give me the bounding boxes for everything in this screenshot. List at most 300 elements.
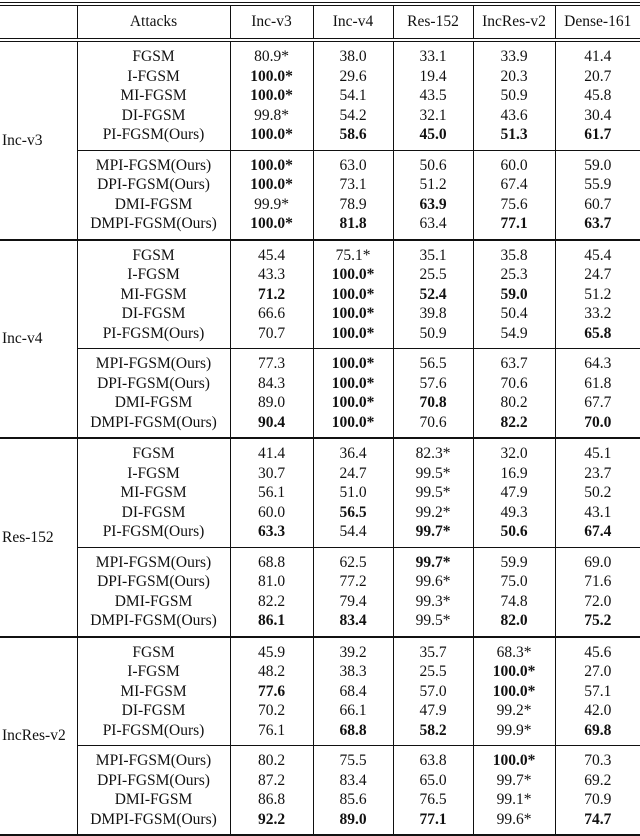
table-row: [0, 413, 640, 439]
table-row: [0, 637, 640, 663]
success-rate-cell: [230, 324, 313, 349]
success-rate-cell: [230, 701, 313, 721]
success-rate-value: 59.9: [500, 553, 528, 571]
success-rate-value: 56.5: [339, 503, 367, 521]
table-row: [0, 721, 640, 746]
success-rate-value: 32.0: [500, 445, 528, 462]
success-rate-cell: [313, 175, 393, 195]
success-rate-value: 45.4: [584, 246, 612, 264]
attack-name: PI-FGSM(Ours): [77, 721, 230, 746]
table-row: [0, 790, 640, 810]
success-rate-value: 29.6: [339, 67, 367, 85]
success-rate-value: 100.0*: [331, 305, 375, 322]
success-rate-value: 70.0: [584, 413, 612, 431]
success-rate-value: 63.7: [584, 215, 612, 232]
success-rate-value: 99.5*: [415, 612, 451, 629]
success-rate-value: 48.2: [257, 663, 286, 680]
success-rate-value: 77.1: [500, 215, 528, 232]
success-rate-cell: [555, 413, 640, 439]
success-rate-cell: [313, 40, 393, 67]
success-rate-value: 100.0*: [492, 752, 536, 769]
success-rate-cell: [555, 67, 640, 87]
success-rate-cell: [473, 67, 555, 87]
success-rate-cell: [473, 701, 555, 721]
success-rate-cell: [473, 438, 555, 464]
success-rate-cell: [313, 746, 393, 771]
success-rate-value: 70.2: [257, 702, 286, 719]
success-rate-value: 81.0: [257, 573, 286, 590]
success-rate-cell: [313, 150, 393, 175]
table-row: [0, 393, 640, 413]
success-rate-value: 60.0: [500, 156, 528, 174]
success-rate-value: 67.4: [584, 523, 612, 540]
success-rate-cell: [313, 572, 393, 592]
attack-name: DMI-FGSM: [77, 790, 230, 810]
success-rate-value: 68.8: [257, 553, 286, 571]
success-rate-cell: [230, 592, 313, 612]
success-rate-cell: [473, 349, 555, 374]
success-rate-cell: [230, 40, 313, 67]
success-rate-value: 41.4: [257, 445, 286, 462]
success-rate-cell: [393, 572, 473, 592]
success-rate-value: 54.9: [500, 324, 528, 342]
attack-name: DMI-FGSM: [77, 592, 230, 612]
success-rate-value: 20.3: [500, 67, 528, 85]
success-rate-cell: [313, 483, 393, 503]
success-rate-value: 43.3: [257, 266, 286, 283]
success-rate-value: 75.0: [500, 573, 528, 590]
success-rate-cell: [555, 592, 640, 612]
success-rate-value: 65.8: [584, 324, 612, 342]
success-rate-value: 58.6: [339, 126, 367, 143]
success-rate-cell: [555, 125, 640, 150]
success-rate-value: 33.2: [584, 305, 612, 322]
success-rate-value: 66.6: [257, 305, 286, 322]
attack-name: DMPI-FGSM(Ours): [77, 810, 230, 836]
success-rate-value: 41.4: [584, 48, 612, 65]
success-rate-value: 70.3: [584, 752, 612, 769]
success-rate-cell: [555, 611, 640, 637]
success-rate-cell: [230, 682, 313, 702]
success-rate-value: 52.4: [419, 285, 447, 303]
success-rate-value: 65.0: [419, 771, 447, 789]
success-rate-cell: [555, 265, 640, 285]
success-rate-value: 62.5: [339, 553, 367, 571]
success-rate-cell: [393, 324, 473, 349]
success-rate-value: 99.2*: [415, 503, 451, 521]
success-rate-cell: [473, 682, 555, 702]
success-rate-cell: [393, 393, 473, 413]
success-rate-cell: [555, 572, 640, 592]
success-rate-value: 89.0: [339, 810, 367, 828]
success-rate-value: 75.5: [339, 752, 367, 769]
success-rate-value: 24.7: [339, 464, 367, 482]
success-rate-cell: [473, 265, 555, 285]
table-row: [0, 40, 640, 67]
success-rate-value: 60.0: [257, 503, 286, 521]
attack-name: DMPI-FGSM(Ours): [77, 611, 230, 637]
table-row: [0, 150, 640, 175]
success-rate-value: 71.6: [584, 573, 612, 590]
attack-name: MPI-FGSM(Ours): [77, 746, 230, 771]
success-rate-value: 82.2: [257, 592, 286, 610]
success-rate-value: 100.0*: [492, 663, 536, 680]
success-rate-cell: [313, 790, 393, 810]
success-rate-value: 33.1: [419, 48, 447, 65]
success-rate-cell: [555, 374, 640, 394]
table-row: [0, 195, 640, 215]
success-rate-value: 63.9: [419, 195, 447, 213]
table-row: [0, 125, 640, 150]
success-rate-cell: [230, 810, 313, 836]
success-rate-value: 69.2: [584, 771, 612, 789]
success-rate-value: 51.2: [419, 176, 447, 193]
success-rate-value: 100.0*: [492, 682, 536, 700]
success-rate-cell: [313, 393, 393, 413]
success-rate-cell: [313, 721, 393, 746]
success-rate-cell: [393, 483, 473, 503]
success-rate-cell: [393, 150, 473, 175]
success-rate-value: 75.6: [500, 195, 528, 213]
success-rate-cell: [393, 374, 473, 394]
success-rate-value: 86.1: [257, 612, 286, 629]
success-rate-value: 82.3*: [415, 445, 451, 462]
attack-name: MPI-FGSM(Ours): [77, 547, 230, 572]
success-rate-value: 80.2: [257, 752, 286, 769]
table-row: [0, 265, 640, 285]
attack-name: MI-FGSM: [77, 86, 230, 106]
table-row: [0, 106, 640, 126]
success-rate-value: 66.1: [339, 702, 367, 719]
success-rate-value: 61.8: [584, 374, 612, 392]
success-rate-value: 36.4: [339, 445, 367, 462]
success-rate-cell: [230, 265, 313, 285]
success-rate-value: 23.7: [584, 464, 612, 482]
attack-name: DI-FGSM: [77, 503, 230, 523]
success-rate-cell: [230, 86, 313, 106]
table-row: [0, 67, 640, 87]
success-rate-cell: [555, 393, 640, 413]
success-rate-cell: [230, 771, 313, 791]
table-row: [0, 483, 640, 503]
success-rate-cell: [313, 771, 393, 791]
success-rate-value: 99.8*: [254, 106, 289, 124]
success-rate-value: 100.0*: [250, 215, 293, 232]
success-rate-value: 78.9: [339, 195, 367, 213]
table-row: [0, 438, 640, 464]
success-rate-cell: [555, 106, 640, 126]
success-rate-cell: [393, 790, 473, 810]
success-rate-cell: [393, 106, 473, 126]
success-rate-cell: [393, 592, 473, 612]
success-rate-value: 45.8: [584, 87, 612, 104]
success-rate-cell: [393, 175, 473, 195]
success-rate-value: 79.4: [339, 592, 367, 610]
success-rate-value: 54.4: [339, 523, 367, 540]
success-rate-cell: [555, 150, 640, 175]
success-rate-value: 99.1*: [496, 791, 532, 808]
success-rate-cell: [393, 637, 473, 663]
table-row: [0, 86, 640, 106]
success-rate-cell: [473, 40, 555, 67]
success-rate-value: 89.0: [257, 394, 286, 411]
table-row: [0, 547, 640, 572]
success-rate-value: 35.1: [419, 246, 447, 264]
success-rate-value: 70.7: [257, 324, 286, 342]
success-rate-cell: [313, 682, 393, 702]
success-rate-cell: [313, 547, 393, 572]
success-rate-value: 45.1: [584, 445, 612, 462]
success-rate-value: 59.0: [584, 156, 612, 174]
success-rate-value: 100.0*: [331, 374, 375, 392]
table-row: [0, 503, 640, 523]
table-row: [0, 324, 640, 349]
success-rate-cell: [555, 464, 640, 484]
success-rate-value: 100.0*: [331, 324, 375, 342]
success-rate-value: 63.3: [257, 523, 286, 540]
success-rate-value: 58.2: [419, 721, 447, 739]
success-rate-cell: [473, 413, 555, 439]
success-rate-value: 35.7: [419, 643, 447, 661]
success-rate-cell: [313, 637, 393, 663]
attack-name: I-FGSM: [77, 265, 230, 285]
success-rate-value: 50.6: [500, 523, 528, 540]
success-rate-cell: [555, 438, 640, 464]
success-rate-cell: [313, 611, 393, 637]
success-rate-cell: [230, 304, 313, 324]
table-row: [0, 682, 640, 702]
success-rate-value: 99.6*: [415, 573, 451, 590]
success-rate-value: 70.6: [419, 413, 447, 431]
success-rate-value: 99.7*: [496, 771, 532, 789]
attack-name: MI-FGSM: [77, 285, 230, 305]
success-rate-value: 99.9*: [254, 195, 289, 213]
attack-name: MPI-FGSM(Ours): [77, 150, 230, 175]
success-rate-value: 77.1: [419, 810, 447, 828]
success-rate-value: 59.0: [500, 285, 528, 303]
success-rate-cell: [555, 86, 640, 106]
success-rate-cell: [555, 349, 640, 374]
attack-name: I-FGSM: [77, 67, 230, 87]
attack-name: DPI-FGSM(Ours): [77, 374, 230, 394]
success-rate-value: 84.3: [257, 374, 286, 392]
success-rate-cell: [393, 285, 473, 305]
success-rate-cell: [473, 592, 555, 612]
success-rate-cell: [230, 150, 313, 175]
success-rate-cell: [393, 195, 473, 215]
success-rate-cell: [230, 464, 313, 484]
success-rate-cell: [473, 86, 555, 106]
success-rate-cell: [230, 662, 313, 682]
success-rate-cell: [555, 40, 640, 67]
header-model: Inc-v3: [230, 4, 313, 40]
success-rate-cell: [313, 592, 393, 612]
attack-name: DMPI-FGSM(Ours): [77, 413, 230, 439]
success-rate-cell: [393, 304, 473, 324]
success-rate-value: 16.9: [500, 464, 528, 482]
success-rate-cell: [473, 746, 555, 771]
success-rate-value: 38.0: [339, 48, 367, 65]
success-rate-value: 67.4: [500, 176, 528, 193]
success-rate-cell: [230, 240, 313, 266]
success-rate-cell: [230, 175, 313, 195]
success-rate-cell: [393, 746, 473, 771]
success-rate-cell: [230, 413, 313, 439]
success-rate-value: 50.6: [419, 156, 447, 174]
success-rate-value: 90.4: [257, 413, 286, 431]
success-rate-value: 67.7: [584, 394, 612, 411]
success-rate-cell: [393, 214, 473, 240]
success-rate-cell: [230, 438, 313, 464]
success-rate-cell: [555, 721, 640, 746]
success-rate-cell: [313, 464, 393, 484]
success-rate-cell: [230, 285, 313, 305]
success-rate-cell: [313, 374, 393, 394]
success-rate-cell: [555, 522, 640, 547]
success-rate-cell: [393, 503, 473, 523]
success-rate-value: 73.1: [339, 176, 367, 193]
success-rate-value: 100.0*: [331, 413, 375, 431]
success-rate-value: 99.9*: [496, 721, 532, 739]
success-rate-cell: [555, 790, 640, 810]
success-rate-cell: [313, 349, 393, 374]
table-row: [0, 175, 640, 195]
success-rate-value: 81.8: [339, 215, 367, 232]
success-rate-cell: [393, 265, 473, 285]
success-rate-cell: [230, 637, 313, 663]
success-rate-cell: [230, 125, 313, 150]
attack-name: DPI-FGSM(Ours): [77, 175, 230, 195]
success-rate-cell: [555, 682, 640, 702]
header-attacks: Attacks: [77, 4, 230, 40]
success-rate-cell: [555, 324, 640, 349]
success-rate-cell: [393, 464, 473, 484]
success-rate-value: 19.4: [419, 67, 447, 85]
success-rate-cell: [473, 721, 555, 746]
success-rate-value: 100.0*: [250, 126, 293, 143]
success-rate-cell: [230, 522, 313, 547]
success-rate-cell: [555, 547, 640, 572]
success-rate-cell: [230, 483, 313, 503]
success-rate-value: 77.3: [257, 355, 286, 372]
success-rate-cell: [393, 40, 473, 67]
success-rate-value: 56.1: [257, 484, 286, 501]
attack-name: MI-FGSM: [77, 483, 230, 503]
success-rate-cell: [473, 285, 555, 305]
table-row: [0, 285, 640, 305]
success-rate-value: 38.3: [339, 663, 367, 680]
table-row: [0, 746, 640, 771]
success-rate-value: 63.7: [500, 355, 528, 372]
success-rate-cell: [473, 125, 555, 150]
success-rate-value: 99.5*: [415, 464, 451, 482]
attack-name: PI-FGSM(Ours): [77, 125, 230, 150]
success-rate-value: 43.5: [419, 87, 447, 104]
success-rate-value: 33.9: [500, 48, 528, 65]
success-rate-value: 50.9: [500, 87, 528, 104]
success-rate-value: 82.2: [500, 413, 528, 431]
success-rate-cell: [473, 324, 555, 349]
attack-name: FGSM: [77, 240, 230, 266]
success-rate-cell: [230, 214, 313, 240]
success-rate-cell: [393, 721, 473, 746]
success-rate-cell: [555, 214, 640, 240]
success-rate-value: 70.6: [500, 374, 528, 392]
success-rate-value: 54.1: [339, 87, 367, 104]
attack-name: DI-FGSM: [77, 304, 230, 324]
success-rate-cell: [313, 522, 393, 547]
attack-name: DI-FGSM: [77, 701, 230, 721]
success-rate-value: 49.3: [500, 503, 528, 521]
success-rate-cell: [230, 349, 313, 374]
success-rate-value: 47.9: [500, 484, 528, 501]
attack-name: FGSM: [77, 637, 230, 663]
success-rate-value: 42.0: [584, 702, 612, 719]
attack-name: FGSM: [77, 438, 230, 464]
success-rate-value: 75.1*: [335, 246, 371, 264]
success-rate-value: 100.0*: [331, 285, 375, 303]
success-rate-cell: [313, 195, 393, 215]
success-rate-value: 99.7*: [415, 553, 451, 571]
success-rate-value: 68.8: [339, 721, 367, 739]
success-rate-value: 85.6: [339, 791, 367, 808]
success-rate-value: 76.5: [419, 791, 447, 808]
success-rate-value: 35.8: [500, 246, 528, 264]
success-rate-cell: [555, 285, 640, 305]
success-rate-value: 63.4: [419, 215, 447, 232]
header-model: Inc-v4: [313, 4, 393, 40]
table-row: [0, 214, 640, 240]
attack-name: DI-FGSM: [77, 106, 230, 126]
success-rate-cell: [555, 240, 640, 266]
table-row: [0, 374, 640, 394]
success-rate-value: 64.3: [584, 355, 612, 372]
table-row: [0, 701, 640, 721]
success-rate-value: 99.7*: [415, 523, 451, 540]
success-rate-value: 25.5: [419, 266, 447, 283]
success-rate-value: 80.9*: [254, 48, 289, 65]
success-rate-cell: [230, 721, 313, 746]
success-rate-cell: [473, 240, 555, 266]
success-rate-value: 63.0: [339, 156, 367, 174]
success-rate-cell: [555, 195, 640, 215]
attack-name: PI-FGSM(Ours): [77, 522, 230, 547]
success-rate-cell: [555, 304, 640, 324]
success-rate-cell: [313, 214, 393, 240]
success-rate-value: 39.8: [419, 305, 447, 322]
header-model: Dense-161: [564, 13, 632, 30]
success-rate-value: 99.5*: [415, 484, 451, 501]
success-rate-cell: [473, 810, 555, 836]
success-rate-value: 71.2: [257, 285, 286, 303]
success-rate-value: 76.1: [257, 721, 286, 739]
success-rate-value: 100.0*: [331, 394, 375, 411]
success-rate-cell: [313, 503, 393, 523]
success-rate-value: 68.3*: [496, 643, 532, 661]
success-rate-value: 51.3: [500, 126, 528, 143]
success-rate-value: 92.2: [257, 810, 286, 828]
success-rate-cell: [473, 662, 555, 682]
success-rate-cell: [393, 413, 473, 439]
success-rate-cell: [555, 662, 640, 682]
success-rate-cell: [313, 324, 393, 349]
success-rate-value: 70.9: [584, 791, 612, 808]
success-rate-value: 50.4: [500, 305, 528, 322]
table-row: [0, 464, 640, 484]
success-rate-cell: [393, 240, 473, 266]
success-rate-cell: [230, 503, 313, 523]
success-rate-cell: [230, 374, 313, 394]
